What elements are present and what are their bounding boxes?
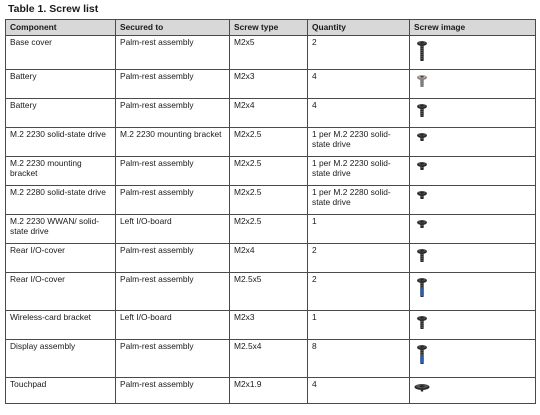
cell-secured-to: Palm-rest assembly [116,36,230,70]
cell-quantity: 2 [308,273,410,311]
cell-screw-type: M2x2.5 [230,128,308,157]
cell-quantity: 4 [308,378,410,404]
table-row [6,128,536,157]
cell-screw-image [410,99,536,128]
cell-secured-to: M.2 2230 mounting bracket [116,128,230,157]
table-row [6,99,536,128]
cell-screw-type: M2x4 [230,99,308,128]
header-quantity: Quantity [308,20,410,36]
cell-quantity: 4 [308,70,410,99]
cell-screw-type: M2.5x5 [230,273,308,311]
cell-component: Wireless-card bracket [6,311,116,340]
cell-secured-to: Palm-rest assembly [116,99,230,128]
cell-screw-image [410,157,536,186]
header-screw-image: Screw image [410,20,536,36]
header-screw-type: Screw type [230,20,308,36]
cell-quantity: 1 per M.2 2230 solid-state drive [308,157,410,186]
cell-component: M.2 2230 WWAN/ solid-state drive [6,215,116,244]
blue-threadlock-screw-icon [414,276,430,300]
short-dark-screw-icon [414,218,430,242]
cell-screw-type: M2.5x4 [230,340,308,378]
cell-screw-image [410,128,536,157]
cell-component: Rear I/O-cover [6,273,116,311]
cell-secured-to: Left I/O-board [116,215,230,244]
cell-quantity: 1 [308,215,410,244]
wide-head-screw-icon [414,381,430,404]
dark-screw-icon [414,314,430,338]
cell-secured-to: Palm-rest assembly [116,186,230,215]
cell-screw-type: M2x2.5 [230,186,308,215]
cell-component: Display assembly [6,340,116,378]
cell-screw-image [410,215,536,244]
cell-screw-type: M2x2.5 [230,215,308,244]
cell-component: M.2 2230 mounting bracket [6,157,116,186]
cell-screw-image [410,273,536,311]
table-row [6,157,536,186]
cell-secured-to: Palm-rest assembly [116,244,230,273]
screw-list-table [5,19,536,404]
silver-screw-icon [414,73,430,97]
header-component: Component [6,20,116,36]
cell-screw-image [410,340,536,378]
cell-screw-type: M2x3 [230,311,308,340]
header-secured-to: Secured to [116,20,230,36]
table-header-row [6,20,536,36]
cell-quantity: 2 [308,36,410,70]
table-row [6,378,536,404]
table-row [6,340,536,378]
cell-quantity: 1 [308,311,410,340]
short-dark-screw-icon [414,131,430,155]
cell-screw-type: M2x2.5 [230,157,308,186]
table-row [6,70,536,99]
cell-screw-type: M2x5 [230,36,308,70]
cell-quantity: 8 [308,340,410,378]
cell-secured-to: Palm-rest assembly [116,157,230,186]
cell-component: Battery [6,99,116,128]
table-row [6,215,536,244]
cell-quantity: 1 per M.2 2280 solid-state drive [308,186,410,215]
cell-quantity: 2 [308,244,410,273]
long-dark-screw-icon [414,39,430,63]
blue-threadlock-screw-icon [414,343,430,367]
cell-screw-type: M2x1.9 [230,378,308,404]
table-caption: Table 1. Screw list [8,3,99,15]
cell-screw-image [410,36,536,70]
cell-screw-type: M2x3 [230,70,308,99]
table-row [6,273,536,311]
cell-quantity: 4 [308,99,410,128]
table-row [6,36,536,70]
cell-secured-to: Palm-rest assembly [116,273,230,311]
cell-secured-to: Palm-rest assembly [116,340,230,378]
table-row [6,244,536,273]
dark-screw-icon [414,247,430,271]
cell-screw-image [410,378,536,404]
table-row [6,311,536,340]
cell-screw-type: M2x4 [230,244,308,273]
cell-component: M.2 2230 solid-state drive [6,128,116,157]
cell-secured-to: Left I/O-board [116,311,230,340]
cell-secured-to: Palm-rest assembly [116,70,230,99]
cell-component: Battery [6,70,116,99]
short-dark-screw-icon [414,160,430,184]
cell-quantity: 1 per M.2 2230 solid-state drive [308,128,410,157]
cell-screw-image [410,70,536,99]
cell-component: Base cover [6,36,116,70]
table-row [6,186,536,215]
cell-component: Rear I/O-cover [6,244,116,273]
cell-component: M.2 2280 solid-state drive [6,186,116,215]
cell-screw-image [410,186,536,215]
cell-secured-to: Palm-rest assembly [116,378,230,404]
dark-screw-icon [414,102,430,126]
cell-screw-image [410,244,536,273]
cell-screw-image [410,311,536,340]
cell-component: Touchpad [6,378,116,404]
short-dark-screw-icon [414,189,430,213]
